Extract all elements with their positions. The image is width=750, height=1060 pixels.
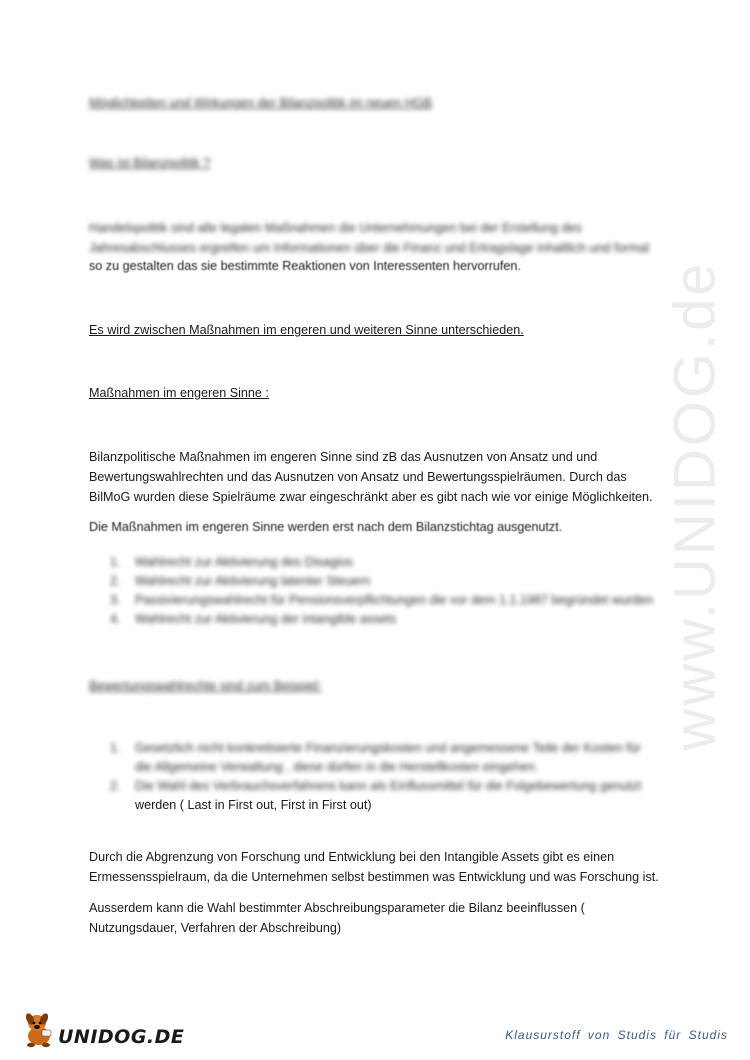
heading-what-is-bilanzpolitik: Was ist Bilanzpolitik ? (89, 156, 211, 170)
list-item: Passivierungswahlrecht für Pensionsverpflichtungen die vor dem 1.1.1987 begründet wurden (135, 593, 654, 607)
definition-line-3: so zu gestalten das sie bestimmte Reaktionen von Interessenten hervorrufen. (89, 259, 521, 273)
list-item-num: 4. (110, 612, 121, 626)
paragraph-2: Die Maßnahmen im engeren Sinne werden erst nach dem Bilanzstichtag ausgenutzt. (89, 520, 563, 534)
list-item: Wahlrecht zur Aktivierung der intangible assets (135, 612, 397, 626)
paragraph-1-line-1: Bilanzpolitische Maßnahmen im engeren Sinne sind zB das Ausnutzen von Ansatz und und (89, 450, 598, 464)
list-item-num: 2. (110, 574, 121, 588)
dog-mascot-icon (22, 1010, 56, 1048)
document-title: Möglichkeiten und Wirkungen der Bilanzpolitik im neuen HGB (89, 96, 433, 110)
list-item-line-2: werden ( Last in First out, First in First out) (135, 798, 372, 812)
paragraph-3-line-2: Ermessensspielraum, da die Unternehmen selbst bestimmen was Entwicklung und was Forschung ist. (89, 870, 659, 884)
footer-tagline: Klausurstoff von Studis für Studis (505, 1028, 728, 1042)
watermark (650, 259, 740, 751)
distinction-heading: Es wird zwischen Maßnahmen im engeren und weiteren Sinne unterschieden. (89, 323, 524, 337)
list-item-line-1: Die Wahl des Verbrauchsverfahrens kann als Einflussmittel für die Folgebewertung genutzt (135, 779, 642, 793)
heading-narrow-sense: Maßnahmen im engeren Sinne : (89, 386, 269, 400)
definition-line-2: Jahresabschlusses ergreifen um Informationen über die Finanz und Ertragslage inhaltlich und formal (89, 241, 650, 255)
paragraph-4-line-2: Nutzungsdauer, Verfahren der Abschreibung) (89, 921, 342, 935)
heading-bewertungswahlrechte: Bewertungswahlrechte sind zum Beispiel: (89, 679, 322, 693)
list-item-line-2: die Allgemeine Verwaltung , diese dürfen in die Herstellkosten eingehen. (135, 760, 539, 774)
paragraph-4-line-1: Ausserdem kann die Wahl bestimmter Abschreibungsparameter die Bilanz beeinflussen ( (89, 901, 585, 915)
list-item-num: 3. (110, 593, 121, 607)
paragraph-3-line-1: Durch die Abgrenzung von Forschung und Entwicklung bei den Intangible Assets gibt es einen (89, 850, 615, 864)
list-item-num: 1. (110, 555, 121, 569)
list-item-num: 1. (110, 741, 121, 755)
logo-text: UNIDOG.DE (58, 1026, 185, 1048)
watermark-text: www.UNIDOG.de (662, 259, 728, 751)
unidog-logo (22, 1010, 184, 1048)
paragraph-1-line-2: Bewertungswahlrechten und das Ausnutzen von Ansatz und Bewertungsspielräumen. Durch das (89, 470, 627, 484)
definition-line-1: Handelspolitik sind alle legalen Maßnahmen die Unternehmungen bei der Erstellung des (89, 221, 582, 235)
list-item: Wahlrecht zur Aktivierung latenter Steuern (135, 574, 371, 588)
list-item-num: 2. (110, 779, 121, 793)
list-item: Wahlrecht zur Aktivierung des Disagios (135, 555, 353, 569)
paragraph-1-line-3: BilMoG wurden diese Spielräume zwar eingeschränkt aber es gibt nach wie vor einige Möglichkeiten. (89, 490, 653, 504)
list-item-line-1: Gesetzlich nicht konkretisierte Finanzierungskosten und angemessene Teile der Kosten für (135, 741, 641, 755)
